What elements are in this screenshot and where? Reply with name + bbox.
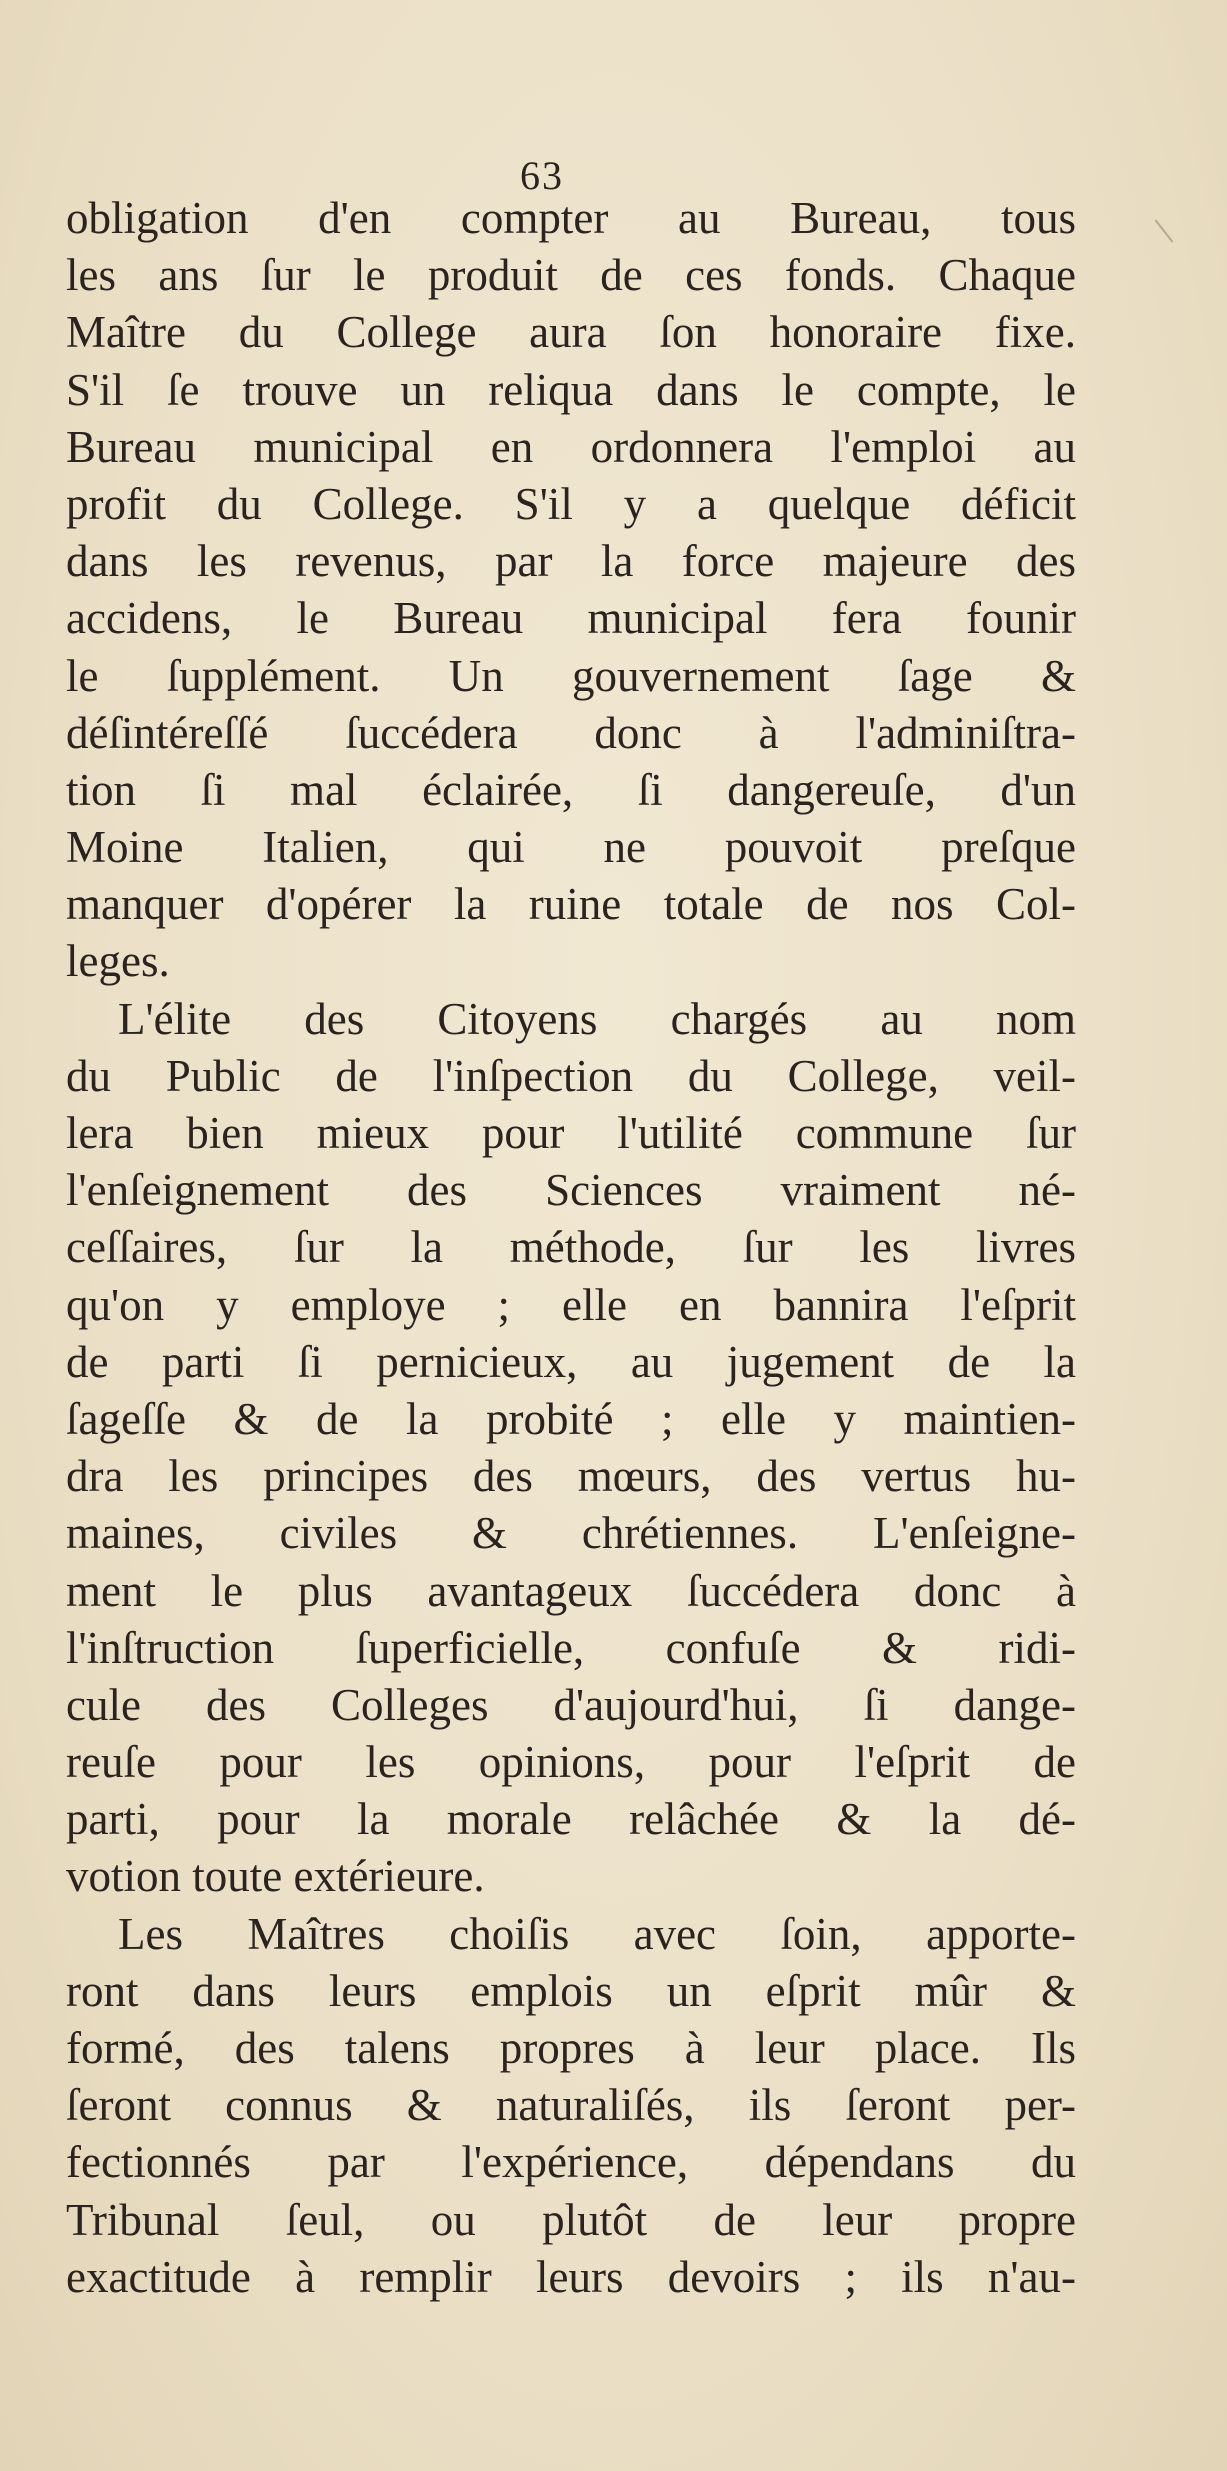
text-line: Moine Italien, qui ne pouvoit preſque xyxy=(66,822,1076,873)
text-line: exactitude à remplir leurs devoirs ; ils n'au- xyxy=(66,2251,1076,2302)
text-line: leges. xyxy=(66,936,170,987)
text-line: Bureau municipal en ordonnera l'emploi au xyxy=(66,421,1076,472)
text-line: l'inſtruction ſuperficielle, confuſe & ridi- xyxy=(66,1622,1076,1673)
text-line: ceſſaires, ſur la méthode, ſur les livres xyxy=(66,1222,1076,1273)
text-line: le ſupplément. Un gouvernement ſage & xyxy=(66,650,1076,701)
text-line: parti, pour la morale relâchée & la dé- xyxy=(66,1794,1076,1845)
text-line: tion ſi mal éclairée, ſi dangereuſe, d'un xyxy=(66,764,1076,815)
text-line: ſageſſe & de la probité ; elle y maintien- xyxy=(66,1393,1076,1444)
text-line: les ans ſur le produit de ces fonds. Chaque xyxy=(66,250,1076,301)
page-text xyxy=(66,190,1076,2306)
text-line: accidens, le Bureau municipal fera founir xyxy=(66,593,1076,644)
text-line: Tribunal ſeul, ou plutôt de leur propre xyxy=(66,2194,1076,2245)
margin-mark xyxy=(1155,219,1174,242)
text-line: ſeront connus & naturaliſés, ils ſeront per- xyxy=(66,2080,1076,2131)
text-line: Maître du College aura ſon honoraire fixe. xyxy=(66,307,1076,358)
paragraph-start: L'élite des Citoyens chargés au nom xyxy=(118,993,1076,1044)
paragraph-start: Les Maîtres choiſis avec ſoin, apporte- xyxy=(118,1908,1076,1959)
text-line: maines, civiles & chrétiennes. L'enſeigne- xyxy=(66,1508,1076,1559)
text-line: dra les principes des mœurs, des vertus hu- xyxy=(66,1451,1076,1502)
text-line: obligation d'en compter au Bureau, tous xyxy=(66,193,1076,243)
text-line: déſintéreſſé ſuccédera donc à l'adminiſtra- xyxy=(66,707,1076,758)
text-line: ment le plus avantageux ſuccédera donc à xyxy=(66,1565,1076,1616)
text-line: fectionnés par l'expérience, dépendans du xyxy=(66,2137,1076,2188)
text-line: reuſe pour les opinions, pour l'eſprit de xyxy=(66,1737,1076,1788)
text-line: qu'on y employe ; elle en bannira l'eſprit xyxy=(66,1279,1076,1330)
text-line: profit du College. S'il y a quelque déficit xyxy=(66,478,1076,529)
text-line: S'il ſe trouve un reliqua dans le compte, le xyxy=(66,364,1076,415)
page-number: 63 xyxy=(520,153,564,198)
text-line: dans les revenus, par la force majeure des xyxy=(66,536,1076,587)
text-line: l'enſeignement des Sciences vraiment né- xyxy=(66,1165,1076,1216)
text-line: formé, des talens propres à leur place. Ils xyxy=(66,2023,1076,2073)
text-line: de parti ſi pernicieux, au jugement de la xyxy=(66,1336,1076,1387)
text-line: ront dans leurs emplois un eſprit mûr & xyxy=(66,1965,1076,2016)
text-line: cule des Colleges d'aujourd'hui, ſi dange- xyxy=(66,1679,1076,1730)
text-line: manquer d'opérer la ruine totale de nos Col- xyxy=(66,879,1076,930)
text-line: lera bien mieux pour l'utilité commune ſur xyxy=(66,1108,1076,1158)
text-line: votion toute extérieure. xyxy=(66,1851,485,1902)
text-line: du Public de l'inſpection du College, veil- xyxy=(66,1050,1076,1101)
